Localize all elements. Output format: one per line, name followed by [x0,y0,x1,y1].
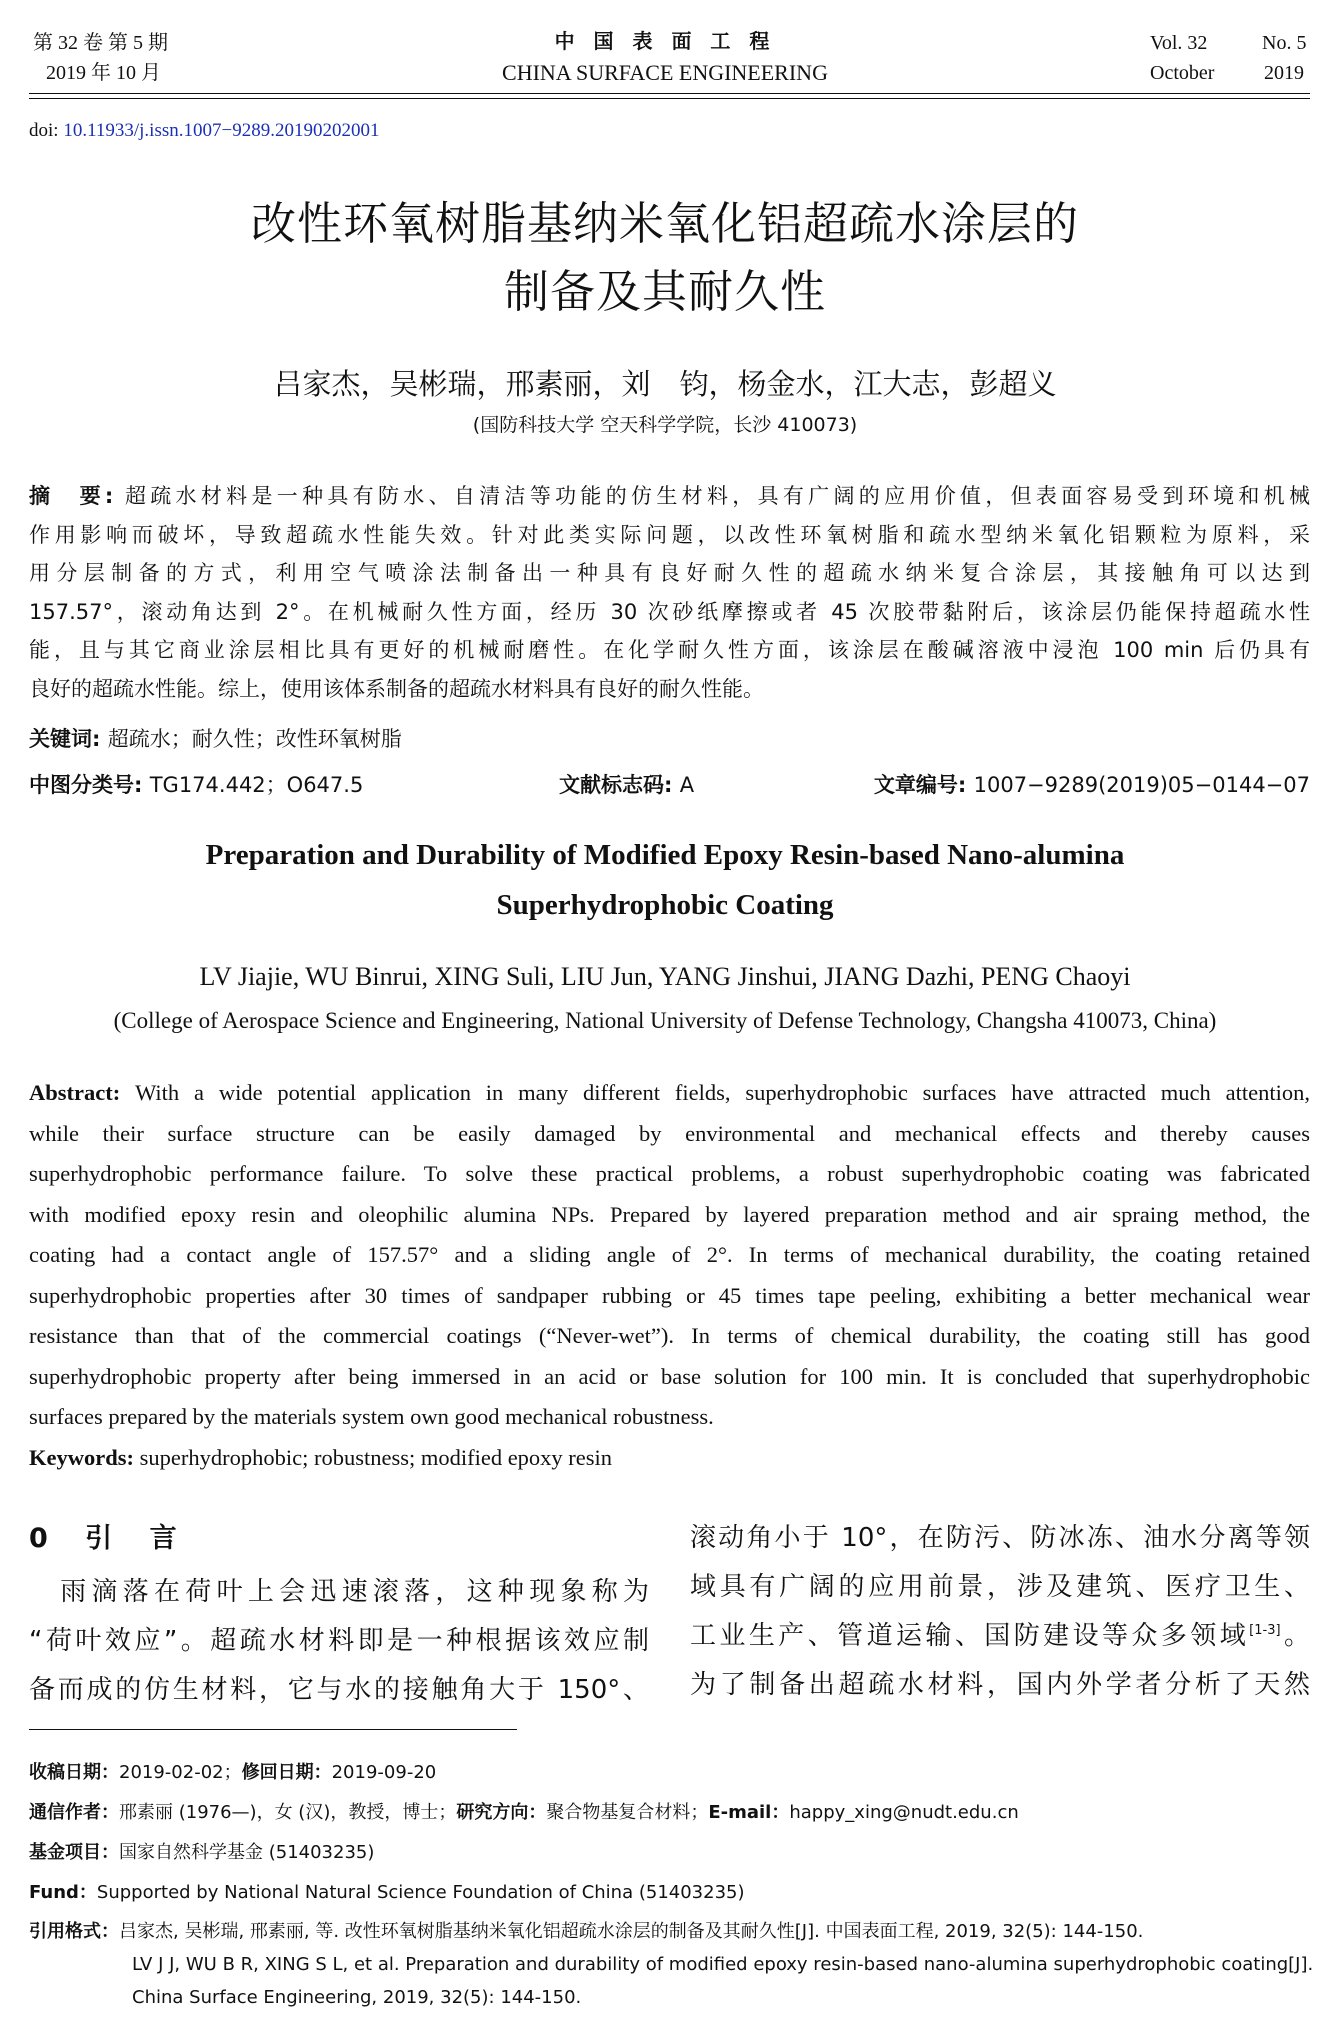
text-segment: 。 [1280,1621,1310,1651]
document-code-value: A [679,773,695,797]
text-line [29,477,1310,516]
text-segment: resistance than that of the commercial coatings (“Never-wet”). In terms of chemical durability, the coating still has good [29,1323,1310,1348]
fund-cn-value: 国家自然科学基金 (51403235) [119,1842,375,1863]
text-line [29,593,1310,632]
article-number-label: 文章编号: [873,773,974,797]
footnote-rule [29,1729,517,1730]
authors-en: LV Jiajie, WU Binrui, XING Suli, LIU Jun, YANG Jinshui, JIANG Dazhi, PENG Chaoyi [199,962,1131,991]
clc-number [29,769,363,799]
corr-label: 通信作者： [29,1802,119,1823]
abstract-label: 摘 要: [29,484,125,508]
text-line [29,554,1310,593]
email-value[interactable]: happy_xing@nudt.edu.cn [789,1802,1019,1823]
text-line [29,1073,1310,1114]
text-segment: surfaces prepared by the materials system own good mechanical robustness. [29,1404,714,1429]
text-segment: superhydrophobic property after being immersed in an acid or base solution for 100 min. It is concluded that superhydrophobic [29,1363,1310,1389]
text-line [29,1357,1310,1398]
text-line [29,1276,1310,1317]
footnote-fund-cn [29,1842,374,1864]
doi [29,120,379,142]
text-segment: 良好的超疏水性能。综上，使用该体系制备的超疏水材料具有良好的耐久性能。 [29,676,764,701]
abstract-cn [29,477,1310,708]
clc-label: 中图分类号: [29,773,150,797]
journal-name-cn: 中 国 表 面 工 程 [554,29,776,53]
text-line [29,1316,1310,1357]
text-segment: coating had a contact angle of 157.57° and a sliding angle of 2°. In terms of mechanical durability, the coating retained [29,1242,1310,1267]
text-segment: while their surface structure can be easily damaged by environmental and mechanical effects and thereby causes [29,1120,1310,1146]
cite-line: China Surface Engineering, 2019, 32(5): 144-150. [132,1987,582,2008]
year: 2019 [1264,62,1304,84]
title-en-line: Preparation and Durability of Modified Epoxy Resin-based Nano-alumina [205,839,1125,871]
revised-label: 修回日期： [241,1762,332,1783]
text-segment: superhydrophobic properties after 30 times of sandpaper rubbing or 45 times tape peeling, exhibiting a better mechanical wear [29,1282,1310,1308]
text-line: 为了制备出超疏水材料，国内外学者分析了天然 [690,1670,1310,1700]
fund-cn-label: 基金项目： [29,1842,119,1863]
abstract-label: Abstract: [29,1080,136,1105]
intro-right-column [690,1514,1310,1710]
title-en [0,830,1330,930]
journal-name-en: CHINA SURFACE ENGINEERING [502,60,828,85]
text-line [29,1195,1310,1236]
research-value: 聚合物基复合材料； [546,1802,709,1823]
title-cn-line: 制备及其耐久性 [503,265,826,318]
affiliation-en: (College of Aerospace Science and Engineering, National University of Defense Technology, Changsha 410073, China) [113,1008,1217,1033]
text-line: 域具有广阔的应用前景，涉及建筑、医疗卫生、 [690,1572,1310,1602]
email-label: E-mail： [708,1802,790,1823]
keywords-en-label: Keywords: [29,1445,140,1470]
received-date: 2019-02-02； [119,1762,242,1783]
header-rule [29,98,1310,99]
text-segment: 157.57°，滚动角达到 2°。在机械耐久性方面，经历 30 次砂纸摩擦或者 45 次胶带黏附后，该涂层仍能保持超疏水性 [29,599,1310,624]
volume: Vol. 32 [1150,32,1208,54]
fund-en-value: Supported by National Natural Science Foundation of China (51403235) [96,1882,745,1903]
volume-issue-cn: 第 32 卷 第 5 期 [33,32,168,54]
citation[interactable]: [1-3] [1249,1623,1281,1638]
footnote-citation [29,1921,1143,1943]
title-en-line: Superhydrophobic Coating [496,889,834,921]
article-number-value: 1007−9289(2019)05−0144−07 [973,773,1310,797]
month: October [1150,62,1215,84]
clc-value: TG174.442；O647.5 [149,773,364,797]
research-label: 研究方向： [456,1802,547,1823]
text-line [29,1154,1310,1195]
article-number [874,769,1310,799]
text-segment: with modified epoxy resin and oleophilic alumina NPs. Prepared by layered preparation method and air spraing method, the [29,1201,1310,1227]
keywords-en [29,1438,1310,1479]
title-cn [0,190,1330,326]
text-segment: superhydrophobic performance failure. To solve these practical problems, a robust superhydrophobic coating was fabricated [29,1161,1310,1186]
abstract-en [29,1073,1310,1438]
text-line [29,1114,1310,1155]
footnote-corresponding [29,1802,1019,1824]
keywords-en-value: superhydrophobic; robustness; modified epoxy resin [139,1445,613,1470]
doi-label: doi: [29,120,64,141]
keywords-cn-label: 关键词: [29,727,108,751]
text-line [29,1397,1310,1438]
text-line: 备而成的仿生材料，它与水的接触角大于 150°、 [29,1675,649,1705]
date-cn: 2019 年 10 月 [46,62,161,84]
section-heading: 0 引 言 [29,1523,191,1554]
authors-cn: 吕家杰，吴彬瑞，邢素丽，刘 钧，杨金水，江大志，彭超义 [273,367,1057,401]
keywords-cn [29,723,1310,753]
keywords-cn-value: 超疏水；耐久性；改性环氧树脂 [107,727,402,751]
fund-en-label: Fund： [29,1882,97,1903]
corr-author: 邢素丽 (1976—)，女 (汉)，教授，博士； [119,1802,457,1823]
footnote-dates [29,1762,436,1784]
text-segment: 作用影响而破坏，导致超疏水性能失效。针对此类实际问题，以改性环氧树脂和疏水型纳米氧化铝颗粒为原料，采 [29,522,1310,547]
cite-label: 引用格式： [29,1921,119,1942]
text-line [29,1235,1310,1276]
affiliation-cn: (国防科技大学 空天科学学院，长沙 410073) [472,414,858,436]
cite-line: LV J J, WU B R, XING S L, et al. Preparation and durability of modified epoxy resin-based nano-alumina superhydrophobic coating[J]. [132,1954,1314,1975]
revised-date: 2019-09-20 [331,1762,437,1783]
text-line: 滚动角小于 10°，在防污、防冰冻、油水分离等领 [690,1523,1310,1553]
text-segment: 工业生产、管道运输、国防建设等众多领域 [690,1621,1250,1651]
document-code-label: 文献标志码: [559,773,680,797]
text-segment: 能，且与其它商业涂层相比具有更好的机械耐磨性。在化学耐久性方面，该涂层在酸碱溶液中浸泡 100 min 后仍具有 [29,638,1310,662]
text-line [690,1612,1310,1661]
issue-number: No. 5 [1262,32,1307,54]
document-code [559,769,694,799]
title-cn-line: 改性环氧树脂基纳米氧化铝超疏水涂层的 [250,197,1079,250]
doi-link[interactable]: 10.11933/j.issn.1007−9289.20190202001 [63,120,380,141]
text-line: 雨滴落在荷叶上会迅速滚落，这种现象称为 [29,1577,649,1607]
text-segment: 超疏水材料是一种具有防水、自清洁等功能的仿生材料，具有广阔的应用价值，但表面容易受到环境和机械 [124,484,1310,508]
header-rule [29,93,1310,94]
text-line [29,670,1310,709]
text-segment: 用分层制备的方式，利用空气喷涂法制备出一种具有良好耐久性的超疏水纳米复合涂层，其接触角可以达到 [29,561,1310,585]
intro-left-column [29,1568,649,1715]
text-line [29,631,1310,670]
footnote-fund-en [29,1882,745,1904]
text-segment: With a wide potential application in many different fields, superhydrophobic surfaces have attracted much attention, [135,1080,1310,1105]
cite-line: 吕家杰, 吴彬瑞, 邢素丽, 等. 改性环氧树脂基纳米氧化铝超疏水涂层的制备及其耐久性[J]. 中国表面工程, 2019, 32(5): 144-150. [119,1921,1144,1942]
received-label: 收稿日期： [29,1762,119,1783]
text-line: “荷叶效应”。超疏水材料即是一种根据该效应制 [29,1626,649,1656]
text-line [29,516,1310,555]
